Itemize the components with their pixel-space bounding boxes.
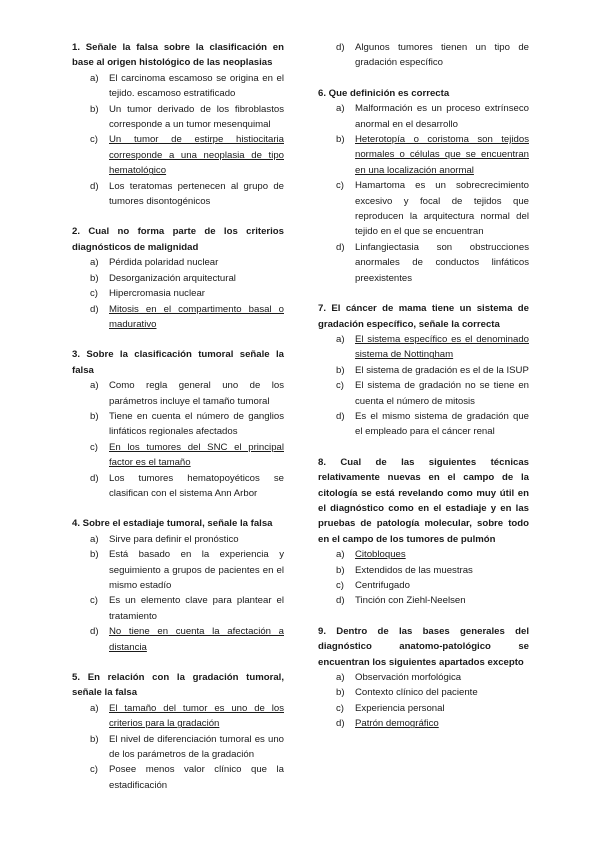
option-d	[318, 409, 529, 440]
option-letter: d)	[90, 180, 99, 192]
option-c	[72, 593, 284, 624]
option-b	[318, 685, 529, 700]
question-5	[72, 670, 284, 793]
option-letter: b)	[336, 364, 345, 376]
option-text: El tamaño del tumor es uno de los criterios para la gradación	[109, 702, 284, 730]
option-d	[318, 240, 529, 286]
option-text: El sistema específico es el denominado sistema de Nottingham	[355, 333, 529, 361]
option-text: Un tumor de estirpe histiocitaria corresponde a una neoplasia de tipo hematológico	[109, 134, 284, 177]
option-a-correct	[72, 701, 284, 732]
option-text: Como regla general uno de los parámetros incluye el tamaño tumoral	[109, 380, 284, 407]
option-c	[72, 762, 284, 793]
option-letter: b)	[90, 272, 99, 284]
option-text: Tinción con Ziehl-Neelsen	[355, 595, 466, 607]
option-b	[72, 547, 284, 593]
option-d	[318, 40, 529, 71]
option-letter: a)	[90, 72, 99, 84]
option-a	[72, 255, 284, 270]
option-letter: d)	[90, 626, 99, 638]
option-d	[72, 471, 284, 502]
option-text: Los tumores hematopoyéticos se clasifican con el sistema Ann Arbor	[109, 472, 284, 499]
option-text: Tiene en cuenta el número de ganglios linfáticos regionales afectados	[109, 410, 284, 438]
option-letter: b)	[90, 103, 99, 115]
question-9	[318, 624, 529, 732]
option-letter: a)	[90, 702, 99, 714]
option-c	[318, 178, 529, 240]
right-column	[318, 40, 529, 747]
option-letter: b)	[90, 549, 99, 561]
option-text: Contexto clínico del paciente	[355, 687, 478, 699]
question-2	[72, 224, 284, 332]
option-letter: c)	[90, 441, 98, 453]
question-5-continued	[318, 40, 529, 71]
option-letter: d)	[90, 472, 99, 484]
option-text: Un tumor derivado de los fibroblastos corresponde a un tumor mesenquimal	[109, 103, 284, 131]
question-3	[72, 347, 284, 501]
question-4	[72, 516, 284, 655]
left-column	[72, 40, 284, 808]
option-text: Hipercromasia nuclear	[109, 288, 205, 300]
option-b	[72, 409, 284, 440]
option-c-correct	[72, 440, 284, 471]
option-a	[72, 532, 284, 547]
option-text: Observación morfológica	[355, 672, 462, 684]
option-d-correct	[72, 624, 284, 655]
option-a	[72, 71, 284, 102]
option-letter: c)	[90, 764, 98, 776]
option-text: Los teratomas pertenecen al grupo de tumores disontogénicos	[109, 180, 284, 208]
option-letter: b)	[336, 134, 345, 146]
options-list	[318, 101, 529, 286]
option-letter: a)	[336, 333, 345, 345]
option-c	[72, 286, 284, 301]
option-b-correct	[318, 132, 529, 178]
question-title: 8. Cual de las siguientes técnicas relativamente nuevas en el campo de la citología se está revelando como muy útil en el diagnóstico como en el estadiaje y en las pruebas de patología molecular, sobre todo en el campo de los tumores de pulmón	[318, 456, 529, 545]
option-c	[318, 578, 529, 593]
question-title: 5. En relación con la gradación tumoral, señale la falsa	[72, 672, 284, 699]
option-text: En los tumores del SNC el principal factor es el tamaño	[109, 441, 284, 469]
options-list	[72, 532, 284, 655]
option-letter: c)	[336, 702, 344, 714]
option-text: Patrón demográfico	[355, 718, 439, 730]
option-d-correct	[318, 716, 529, 731]
option-c	[318, 701, 529, 716]
option-letter: a)	[336, 672, 345, 684]
options-list	[72, 71, 284, 210]
option-letter: d)	[336, 718, 345, 730]
option-text: El nivel de diferenciación tumoral es uno de los parámetros de la gradación	[109, 733, 284, 761]
question-title: 4. Sobre el estadiaje tumoral, señale la falsa	[72, 518, 273, 530]
option-b	[318, 563, 529, 578]
question-title: 9. Dentro de las bases generales del diagnóstico anatomo-patológico se encuentran los siguientes apartados excepto	[318, 625, 529, 668]
option-text: Pérdida polaridad nuclear	[109, 257, 219, 269]
options-list	[72, 255, 284, 332]
option-letter: d)	[336, 410, 345, 422]
option-letter: d)	[90, 303, 99, 315]
option-b	[72, 271, 284, 286]
option-letter: d)	[336, 42, 345, 53]
option-b	[318, 363, 529, 378]
options-list	[318, 332, 529, 440]
option-text: No tiene en cuenta la afectación a distancia	[109, 626, 284, 653]
option-d-correct	[72, 302, 284, 333]
question-7	[318, 301, 529, 440]
option-c	[318, 378, 529, 409]
option-d	[318, 593, 529, 608]
option-text: Algunos tumores tienen un tipo de gradación específico	[355, 42, 529, 69]
options-list	[72, 378, 284, 501]
option-letter: b)	[90, 410, 99, 422]
question-8	[318, 455, 529, 609]
question-title: 3. Sobre la clasificación tumoral señale la falsa	[72, 349, 284, 376]
option-letter: a)	[336, 549, 345, 561]
question-title: 1. Señale la falsa sobre la clasificación en base al origen histológico de las neoplasias	[72, 42, 284, 69]
option-text: Extendidos de las muestras	[355, 564, 473, 576]
options-list	[318, 40, 529, 71]
option-text: Hamartoma es un sobrecrecimiento excesivo y focal de tejidos que reproducen la arquitectura normal del tejido en el que se encuentran	[355, 180, 529, 238]
question-6	[318, 86, 529, 286]
option-b	[72, 102, 284, 133]
option-text: Experiencia personal	[355, 702, 445, 714]
option-a	[318, 101, 529, 132]
option-letter: c)	[336, 580, 344, 591]
option-text: Citobloques	[355, 549, 406, 561]
option-text: Centrifugado	[355, 580, 410, 591]
option-text: Posee menos valor clínico que la estadificación	[109, 764, 284, 791]
option-c-correct	[72, 132, 284, 178]
question-1	[72, 40, 284, 209]
option-text: Heterotopía o coristoma son tejidos normales o células que se encuentran en una localización anormal	[355, 134, 529, 176]
option-letter: a)	[336, 103, 345, 115]
option-letter: c)	[336, 180, 344, 192]
option-letter: b)	[90, 733, 99, 745]
option-b	[72, 732, 284, 763]
option-text: Es un elemento clave para plantear el tratamiento	[109, 595, 284, 622]
option-a	[318, 670, 529, 685]
option-a-correct	[318, 332, 529, 363]
question-title: 2. Cual no forma parte de los criterios diagnósticos de malignidad	[72, 226, 284, 253]
question-title: 6. Que definición es correcta	[318, 87, 450, 99]
option-letter: a)	[90, 533, 99, 545]
option-text: Está basado en la experiencia y seguimiento a grupos de pacientes en el mismo estadío	[109, 549, 284, 591]
option-text: Desorganización arquitectural	[109, 272, 236, 284]
question-title: 7. El cáncer de mama tiene un sistema de gradación específico, señale la correcta	[318, 303, 529, 330]
options-list	[318, 547, 529, 609]
option-letter: d)	[336, 595, 345, 607]
option-text: Es el mismo sistema de gradación que el empleado para el cáncer renal	[355, 410, 529, 438]
option-text: El sistema de gradación no se tiene en cuenta el número de mitosis	[355, 380, 529, 407]
option-a	[72, 378, 284, 409]
option-letter: a)	[90, 380, 99, 392]
option-text: Mitosis en el compartimento basal o madurativo	[109, 303, 284, 330]
option-text: Sirve para definir el pronóstico	[109, 533, 239, 545]
option-letter: a)	[90, 257, 99, 269]
option-letter: b)	[336, 687, 345, 699]
option-letter: c)	[90, 595, 98, 607]
option-a-correct	[318, 547, 529, 562]
option-text: El carcinoma escamoso se origina en el tejido. escamoso estratificado	[109, 72, 284, 100]
option-letter: b)	[336, 564, 345, 576]
option-d	[72, 179, 284, 210]
option-text: El sistema de gradación es el de la ISUP	[355, 364, 529, 376]
option-letter: d)	[336, 241, 345, 253]
option-text: Malformación es un proceso extrínseco anormal en el desarrollo	[355, 103, 529, 130]
options-list	[318, 670, 529, 732]
options-list	[72, 701, 284, 793]
option-letter: c)	[90, 134, 98, 146]
option-letter: c)	[336, 380, 344, 392]
option-text: Linfangiectasia son obstrucciones anormales de conductos linfáticos preexistentes	[355, 241, 529, 284]
option-letter: c)	[90, 288, 98, 300]
